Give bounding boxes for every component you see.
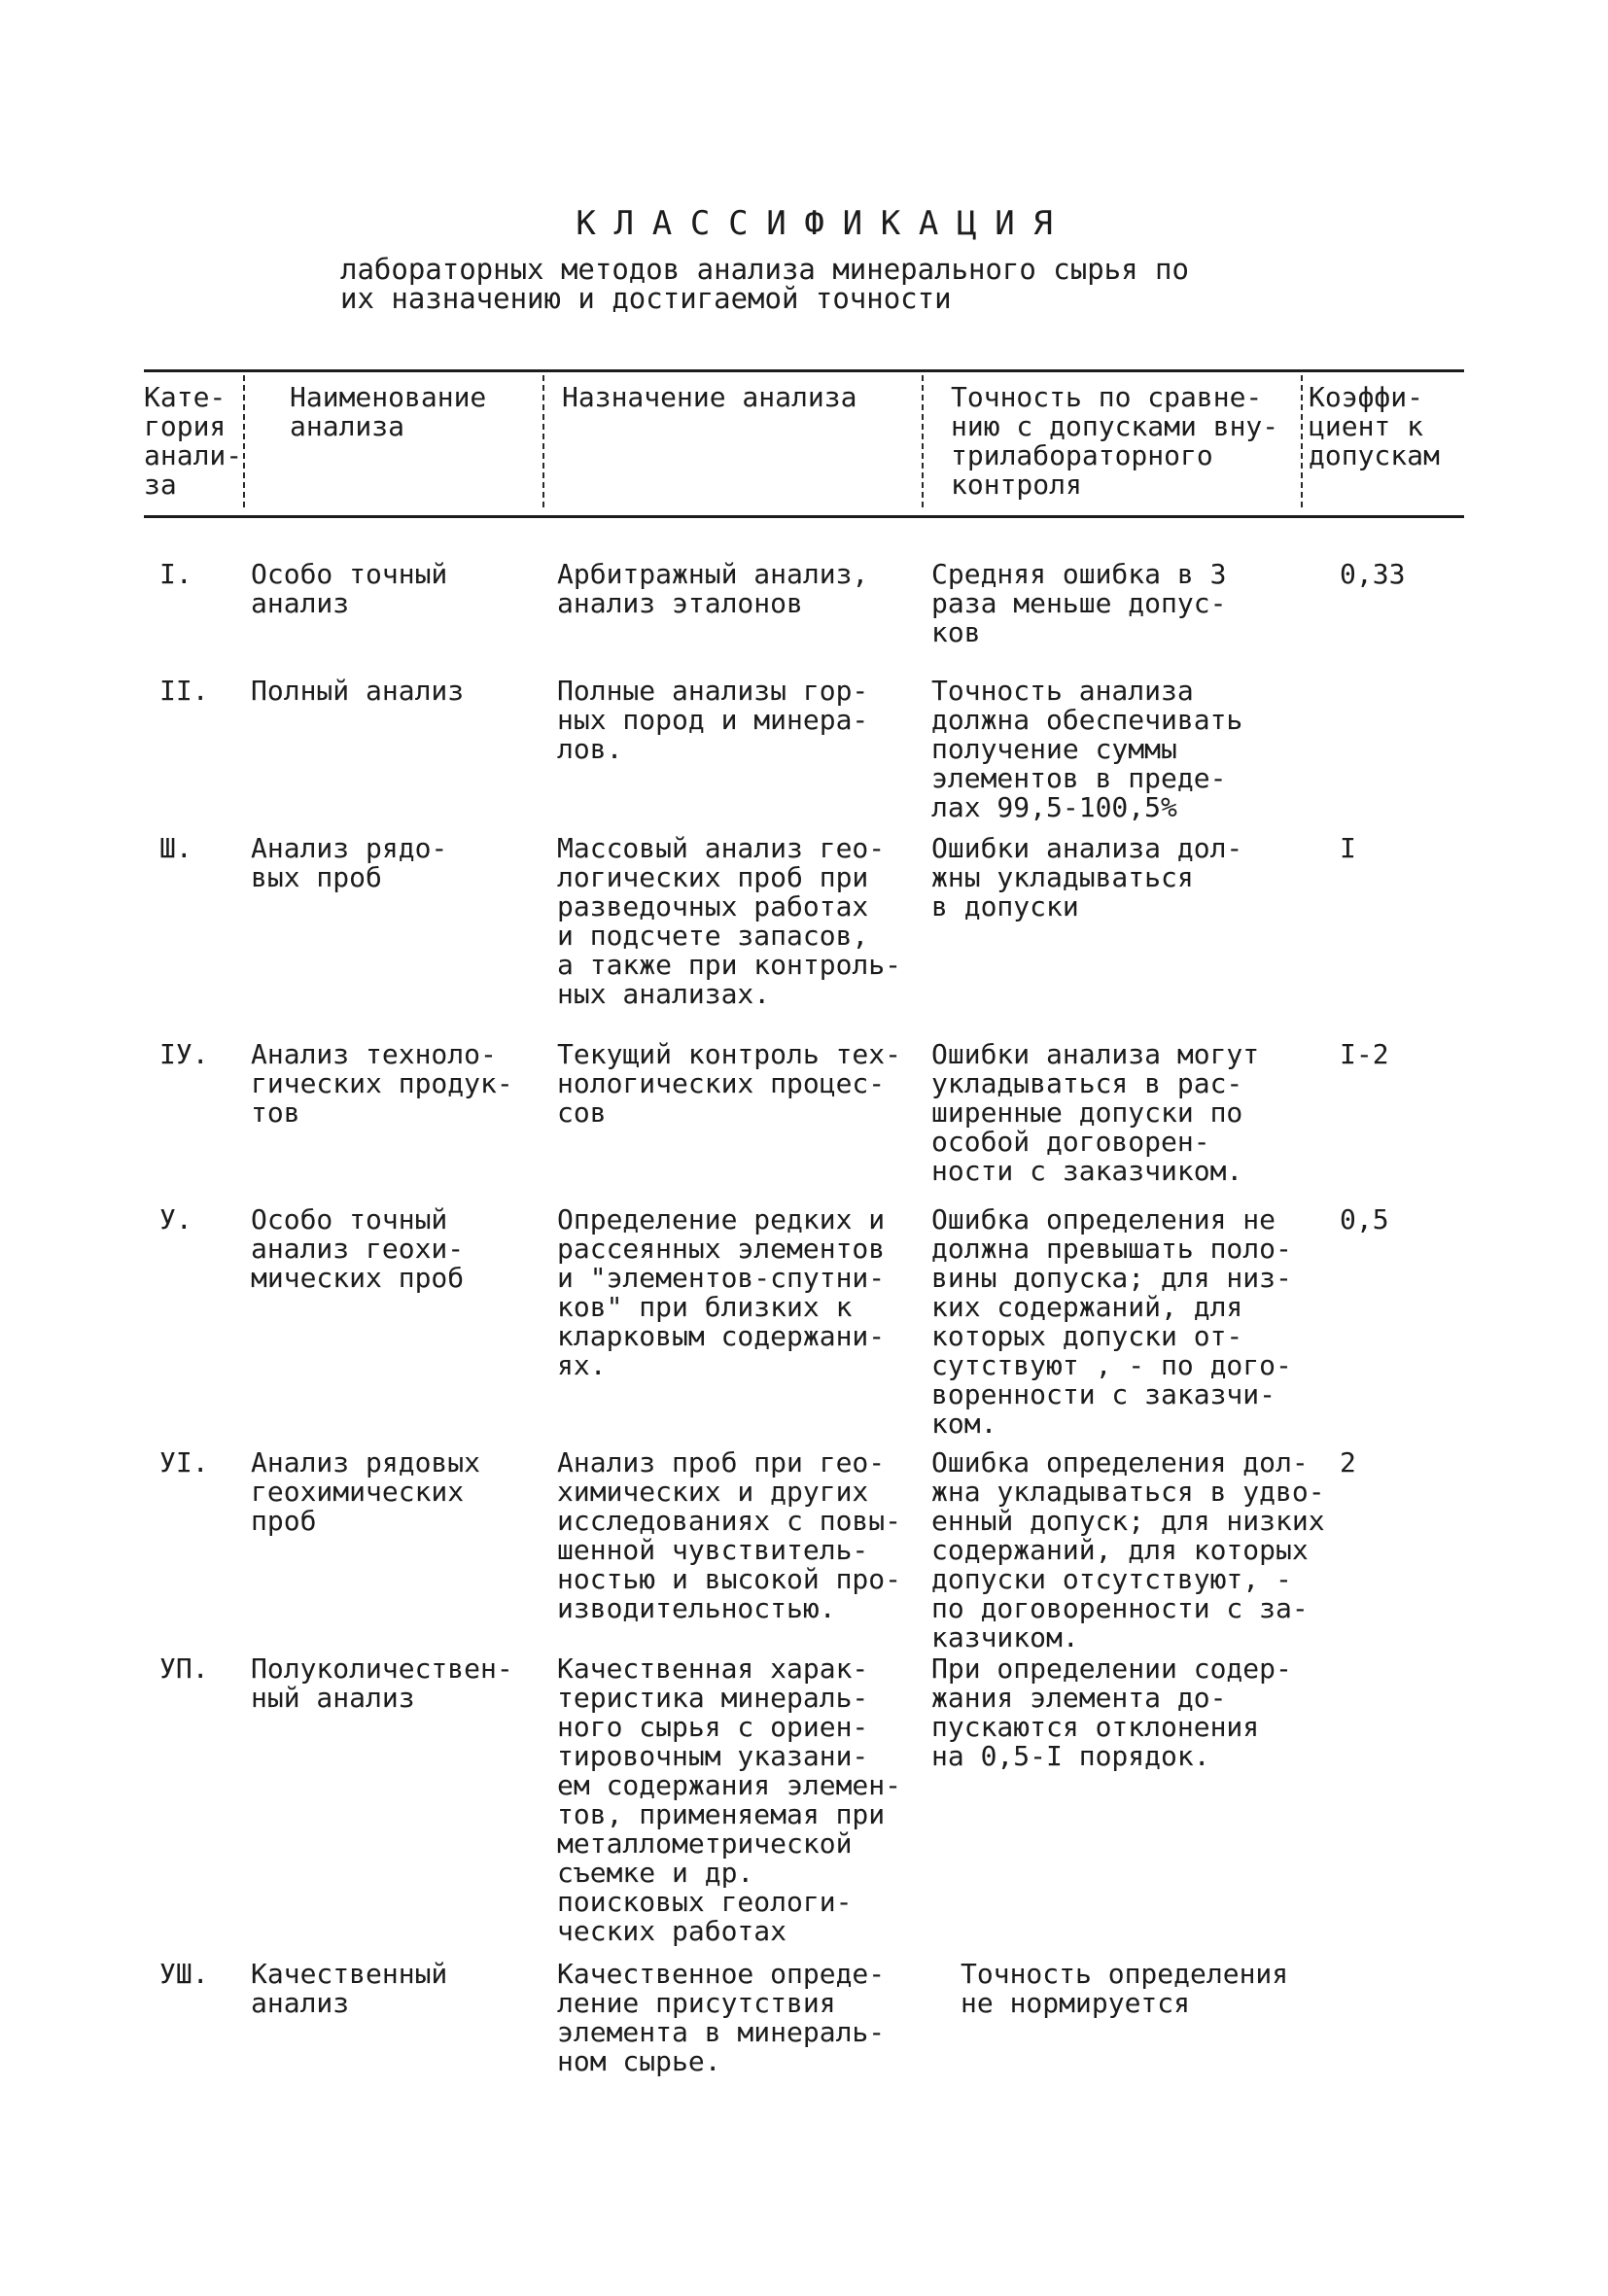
row-accuracy: Точность анализа должна обеспечивать получение суммы элементов в преде- лах 99,5-100,5%	[931, 675, 1243, 823]
row-code: УП.	[159, 1652, 209, 1685]
header-category: Кате- гория анали- за	[144, 381, 243, 501]
header-separator	[922, 375, 924, 507]
row-accuracy: При определении содер- жания элемента до- пускаются отклонения на 0,5-I порядок.	[931, 1652, 1292, 1772]
row-purpose: Массовый анализ гео- логических проб при разведочных работах и подсчете запасов, а также при контроль- ных анализах.	[557, 832, 902, 1010]
row-name: Анализ техноло- гических продук- тов	[251, 1038, 513, 1129]
row-accuracy: Ошибки анализа дол- жны укладываться в допуски	[931, 832, 1243, 922]
row-name: Особо точный анализ	[251, 558, 448, 619]
row-code: У.	[159, 1203, 192, 1235]
row-accuracy: Ошибка определения не должна превышать поло- вины допуска; для низ- ких содержаний, для которых допуски от- сутствуют , - по дого- воренности с заказчи- ком.	[931, 1203, 1292, 1440]
row-accuracy: Средняя ошибка в 3 раза меньше допус- ков	[931, 558, 1227, 648]
document-title: КЛАССИФИКАЦИЯ	[576, 204, 1071, 243]
row-name: Анализ рядовых геохимических проб	[251, 1446, 481, 1537]
row-accuracy: Точность определения не нормируется	[961, 1958, 1289, 2019]
header-separator	[542, 375, 544, 507]
row-purpose: Анализ проб при гео- химических и других исследованиях с повы- шенной чувствитель- ностью и высокой про- изводительностью.	[557, 1446, 902, 1624]
row-purpose: Текущий контроль тех- нологических процес- сов	[557, 1038, 902, 1129]
subtitle-line-2: их назначению и достигаемой точности	[340, 282, 952, 315]
row-coefficient: I	[1340, 832, 1356, 864]
row-purpose: Определение редких и рассеянных элементов и "элементов-спутни- ков" при близких к кларковым содержани- ях.	[557, 1203, 886, 1381]
table-top-rule	[144, 369, 1464, 372]
header-accuracy: Точность по сравне- нию с допусками вну- трилабораторного контроля	[951, 381, 1279, 501]
row-name: Анализ рядо- вых проб	[251, 832, 448, 893]
row-purpose: Полные анализы гор- ных пород и минера- лов.	[557, 675, 869, 765]
header-separator	[243, 375, 245, 507]
row-purpose: Арбитражный анализ, анализ эталонов	[557, 558, 869, 619]
row-purpose: Качественная харак- теристика минераль- ного сырья с ориен- тировочным указани- ем содержания элемен- тов, применяемая при металлометрической съемке и др. поисковых геологи- ческих работах	[557, 1652, 902, 1947]
row-code: II.	[159, 675, 209, 707]
header-name: Наименование анализа	[290, 381, 487, 442]
row-code: УI.	[159, 1446, 209, 1478]
row-coefficient: 0,5	[1340, 1203, 1389, 1235]
document-subtitle	[340, 255, 1312, 313]
row-code: УШ.	[159, 1958, 209, 1990]
row-purpose: Качественное опреде- ление присутствия элемента в минераль- ном сырье.	[557, 1958, 886, 2077]
row-code: IУ.	[159, 1038, 209, 1070]
row-accuracy: Ошибки анализа могут укладываться в рас- ширенные допуски по особой договорен- ности с заказчиком.	[931, 1038, 1260, 1187]
row-name: Полный анализ	[251, 675, 465, 707]
header-purpose: Назначение анализа	[562, 381, 857, 413]
header-separator	[1301, 375, 1303, 507]
row-coefficient: I-2	[1340, 1038, 1389, 1070]
row-coefficient: 0,33	[1340, 558, 1406, 590]
table-header-rule	[144, 515, 1464, 518]
row-accuracy: Ошибка определения дол- жна укладываться в удво- енный допуск; для низких содержаний, для которых допуски отсутствуют, - по договоренности с за- казчиком.	[931, 1446, 1325, 1653]
row-coefficient: 2	[1340, 1446, 1356, 1478]
row-name: Качественный анализ	[251, 1958, 448, 2019]
row-code: Ш.	[159, 832, 192, 864]
row-code: I.	[159, 558, 192, 590]
row-name: Полуколичествен- ный анализ	[251, 1652, 513, 1714]
subtitle-line-1: лабораторных методов анализа минерального сырья по	[340, 253, 1189, 286]
header-coefficient: Коэффи- циент к допускам	[1309, 381, 1440, 471]
row-name: Особо точный анализ геохи- мических проб	[251, 1203, 465, 1294]
